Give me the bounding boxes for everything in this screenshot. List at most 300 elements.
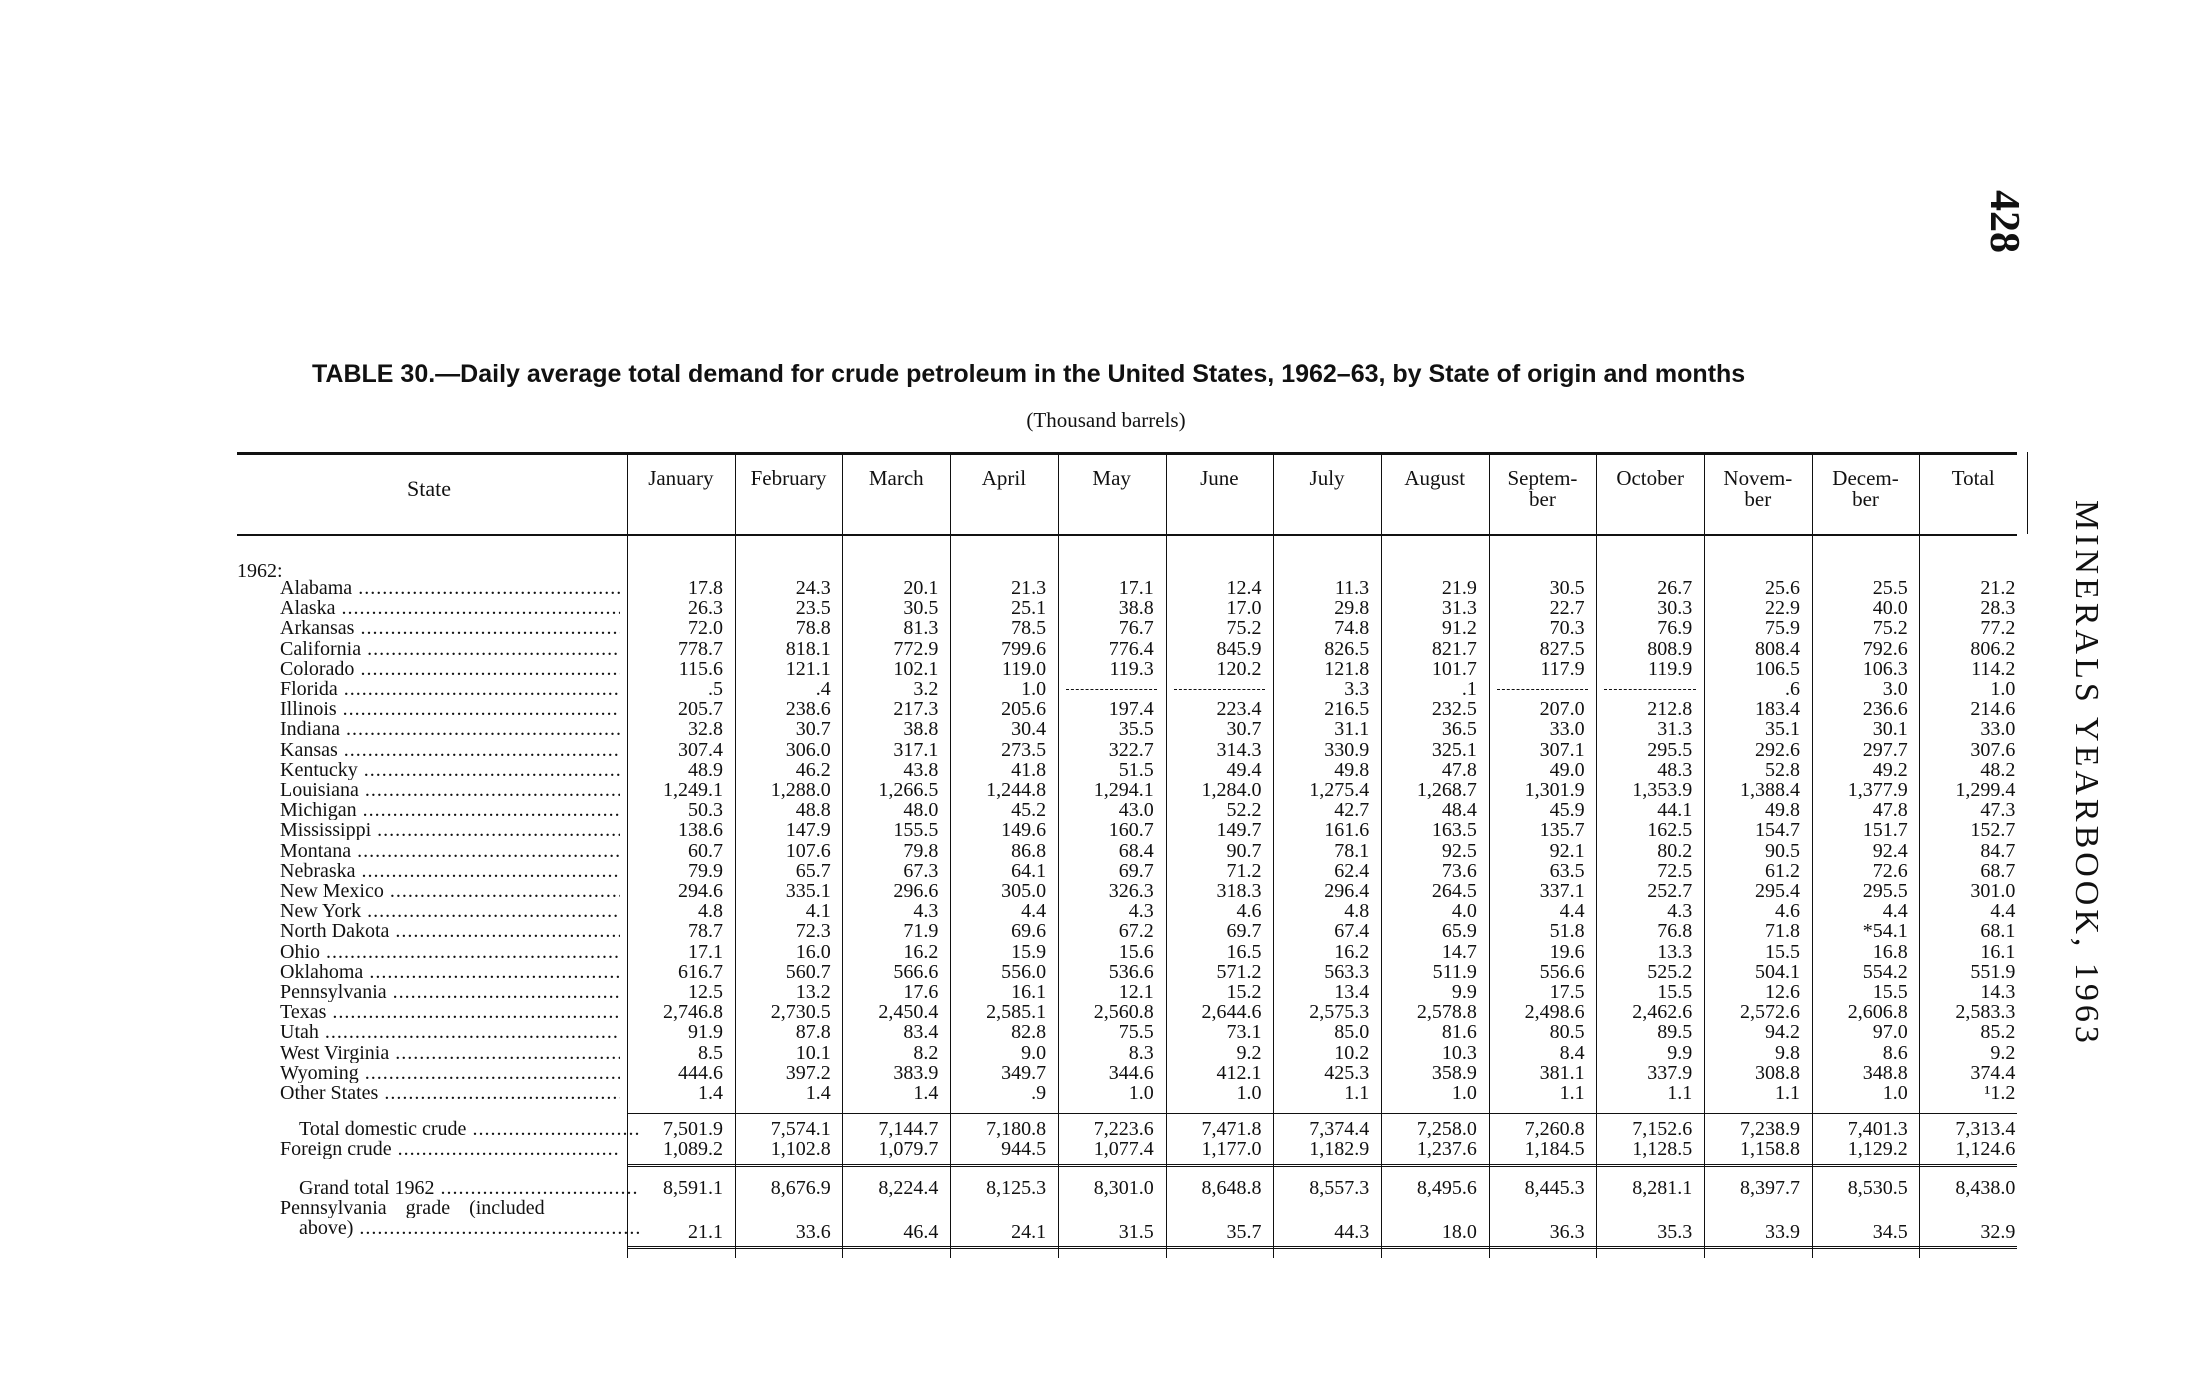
data-cell: 45.2 (1011, 799, 1047, 822)
data-cell: 80.5 (1549, 1021, 1585, 1044)
data-cell: 114.2 (1971, 657, 2016, 680)
data-cell: 63.5 (1549, 859, 1585, 882)
data-cell: 1,077.4 (1093, 1138, 1154, 1161)
data-cell: 67.4 (1334, 920, 1370, 943)
data-cell: 845.9 (1216, 637, 1262, 660)
data-cell: 44.1 (1657, 799, 1693, 822)
data-cell: 1,128.5 (1632, 1138, 1693, 1161)
data-cell: 92.4 (1872, 839, 1908, 862)
table-row (237, 800, 2017, 820)
column-header-line: Novem- (1723, 466, 1793, 490)
data-cell: 292.6 (1755, 738, 1800, 761)
data-cell: .6 (1785, 678, 1800, 700)
running-head: MINERALS YEARBOOK, 1963 (2068, 500, 2105, 1047)
data-cell: 799.6 (1001, 637, 1047, 660)
data-cell: 197.4 (1108, 698, 1154, 721)
table-row (237, 921, 2017, 941)
data-cell: 294.6 (678, 880, 723, 902)
data-cell: 84.7 (1980, 839, 2016, 862)
data-cell: 7,258.0 (1416, 1118, 1477, 1141)
data-cell: 307.1 (1539, 738, 1585, 761)
data-cell: 223.4 (1216, 698, 1262, 721)
data-cell: 778.7 (678, 637, 723, 660)
data-cell: 155.5 (893, 819, 939, 842)
data-cell: 232.5 (1431, 698, 1477, 721)
row-label: Michigan ..... (280, 800, 620, 820)
column-header (735, 468, 843, 489)
data-cell: 107.6 (785, 839, 831, 862)
data-cell: 16.1 (1980, 940, 2016, 963)
data-cell: 8,301.0 (1093, 1176, 1154, 1199)
data-cell: 1.1 (1344, 1082, 1370, 1104)
data-cell: 2,462.6 (1632, 1001, 1693, 1024)
data-cell: 318.3 (1216, 880, 1262, 902)
data-cell: 51.8 (1549, 920, 1585, 943)
data-cell: 8.4 (1559, 1041, 1585, 1064)
row-label: Wyoming ..... (280, 1063, 620, 1083)
data-cell: 7,223.6 (1093, 1118, 1154, 1141)
table-row (237, 841, 2017, 861)
data-cell: 65.7 (795, 859, 831, 882)
data-cell: 566.6 (893, 960, 939, 983)
data-cell: 33.0 (1980, 718, 2016, 741)
data-cell: 216.5 (1324, 698, 1370, 721)
data-cell: 24.3 (795, 577, 831, 599)
row-label: Arkansas ..... (280, 618, 620, 638)
data-cell: 560.7 (785, 960, 831, 983)
data-cell: 50.3 (688, 799, 723, 822)
data-cell: 16.2 (1334, 940, 1370, 963)
data-cell: 1,284.0 (1201, 779, 1262, 801)
data-cell: 4.4 (1990, 900, 2016, 923)
data-cell: 9.9 (1451, 981, 1477, 1003)
data-cell: 2,450.4 (878, 1001, 939, 1024)
row-label: Montana ..... (280, 841, 620, 861)
data-cell: 2,583.3 (1955, 1001, 2016, 1024)
data-cell: 25.5 (1872, 577, 1908, 599)
data-cell: 4.4 (1882, 900, 1908, 923)
data-cell: 273.5 (1001, 738, 1047, 761)
data-cell: 1,177.0 (1201, 1138, 1262, 1161)
data-cell: 525.2 (1647, 960, 1693, 983)
column-header (1596, 468, 1704, 489)
table-row (237, 1083, 2017, 1103)
data-cell: 74.8 (1334, 617, 1370, 640)
data-cell: 12.5 (688, 981, 723, 1003)
data-cell: 348.8 (1862, 1061, 1908, 1084)
data-cell: 46.2 (795, 758, 831, 781)
data-cell: 23.5 (795, 597, 831, 620)
data-cell: 83.4 (903, 1021, 939, 1044)
data-cell: 7,238.9 (1740, 1118, 1800, 1141)
data-cell: 17.6 (903, 981, 939, 1003)
data-cell: 72.3 (795, 920, 831, 943)
table-row (237, 740, 2017, 760)
data-cell: 7,574.1 (770, 1118, 831, 1141)
row-label: New York ..... (280, 901, 620, 921)
data-cell: 73.1 (1226, 1021, 1262, 1044)
column-header (1704, 468, 1812, 510)
data-cell: 86.8 (1011, 839, 1047, 862)
data-cell: 236.6 (1862, 698, 1908, 721)
data-cell: 91.2 (1441, 617, 1477, 640)
data-cell: 9.2 (1236, 1041, 1262, 1064)
data-cell: 32.8 (688, 718, 723, 741)
table-top-rule (237, 452, 2017, 455)
data-cell: 147.9 (785, 819, 831, 842)
data-cell: 4.1 (805, 900, 831, 923)
data-cell: 2,578.8 (1416, 1001, 1477, 1024)
data-cell: 306.0 (785, 738, 831, 761)
data-cell: 33.9 (1765, 1220, 1800, 1243)
row-label: Pennsylvania grade (included (280, 1197, 545, 1218)
data-cell: ¹1.2 (1984, 1082, 2016, 1104)
data-cell: 15.6 (1118, 940, 1154, 963)
data-cell: 15.9 (1011, 940, 1047, 963)
column-header-line: October (1616, 466, 1684, 490)
data-cell: 31.1 (1334, 718, 1370, 741)
data-cell: 92.1 (1549, 839, 1585, 862)
data-cell: 444.6 (678, 1061, 723, 1084)
data-cell: 295.5 (1862, 880, 1908, 902)
data-cell: 1,158.8 (1740, 1138, 1800, 1161)
data-cell: 17.8 (688, 577, 723, 599)
row-label: Grand total 1962 ..... (299, 1178, 639, 1198)
data-cell: 381.1 (1539, 1061, 1585, 1084)
data-cell: 121.1 (785, 657, 831, 680)
year-label: 1962: (237, 560, 283, 582)
data-cell: 18.0 (1441, 1220, 1477, 1243)
data-cell: 152.7 (1970, 819, 2016, 842)
data-cell: 217.3 (893, 698, 939, 721)
data-cell: 4.6 (1775, 900, 1800, 923)
data-cell: 30.3 (1657, 597, 1693, 620)
data-cell: 49.8 (1334, 758, 1370, 781)
data-cell: 90.7 (1226, 839, 1262, 862)
data-cell: 383.9 (893, 1061, 939, 1084)
row-label: Pennsylvania ..... (280, 982, 620, 1002)
data-cell: 8.6 (1882, 1041, 1908, 1064)
table-row (237, 578, 2017, 598)
column-header-line: Total (1951, 466, 1995, 490)
data-cell: 119.9 (1648, 657, 1693, 680)
data-cell: 117.9 (1540, 657, 1585, 680)
data-cell: 106.5 (1755, 657, 1800, 680)
data-cell: 827.5 (1539, 637, 1585, 660)
column-header (842, 468, 950, 489)
data-cell: 72.5 (1657, 859, 1693, 882)
data-cell: 772.9 (893, 637, 939, 660)
data-cell: 1.1 (1559, 1082, 1585, 1104)
data-cell: 75.9 (1765, 617, 1800, 640)
data-cell: 264.5 (1431, 880, 1477, 902)
data-cell: 14.7 (1441, 940, 1477, 963)
data-cell: 32.9 (1980, 1220, 2016, 1243)
data-cell: 16.1 (1011, 981, 1047, 1003)
data-cell: 69.7 (1118, 859, 1154, 882)
data-cell: 551.9 (1970, 960, 2016, 983)
data-cell: 1.4 (805, 1082, 831, 1104)
column-header-line: ber (1744, 487, 1772, 511)
data-cell: 1.4 (913, 1082, 939, 1104)
column-header (1381, 468, 1489, 489)
data-cell: 30.5 (1549, 577, 1585, 599)
data-cell: 21.9 (1441, 577, 1477, 599)
row-label: Louisiana ..... (280, 780, 620, 800)
data-cell: 10.3 (1441, 1041, 1477, 1064)
data-cell: 1.0 (1451, 1082, 1477, 1104)
data-cell: 4.4 (1021, 900, 1047, 923)
data-cell: 4.8 (698, 900, 723, 923)
data-cell: 76.8 (1657, 920, 1693, 943)
data-cell: 9.0 (1021, 1041, 1047, 1064)
data-cell: 7,144.7 (878, 1118, 939, 1141)
data-cell: 325.1 (1431, 738, 1477, 761)
data-cell: 48.8 (795, 799, 831, 822)
data-cell: 30.4 (1011, 718, 1047, 741)
data-cell: 45.9 (1549, 799, 1585, 822)
data-cell: 119.3 (1109, 657, 1154, 680)
data-cell: 17.1 (1118, 577, 1154, 599)
data-cell: 808.4 (1755, 637, 1800, 660)
data-cell: 1,184.5 (1524, 1138, 1585, 1161)
column-rule (2027, 452, 2028, 534)
data-cell: 2,746.8 (663, 1001, 723, 1024)
data-cell: 70.3 (1549, 617, 1585, 640)
data-cell: 101.7 (1431, 657, 1477, 680)
data-cell: 776.4 (1108, 637, 1154, 660)
data-cell: 12.6 (1765, 981, 1800, 1003)
data-cell: 24.1 (1011, 1220, 1047, 1243)
data-cell: 16.8 (1872, 940, 1908, 963)
data-cell: 16.0 (795, 940, 831, 963)
data-cell: 38.8 (903, 718, 939, 741)
column-header-line: June (1200, 466, 1239, 490)
data-cell: 73.6 (1441, 859, 1477, 882)
data-cell: 15.2 (1226, 981, 1262, 1003)
data-cell: 106.3 (1862, 657, 1908, 680)
data-cell: 214.6 (1970, 698, 2016, 721)
data-cell: 2,585.1 (986, 1001, 1047, 1024)
data-cell: 161.6 (1324, 819, 1370, 842)
data-cell: 7,180.8 (986, 1118, 1047, 1141)
column-header (950, 468, 1058, 489)
data-cell: 1,237.6 (1416, 1138, 1477, 1161)
data-cell: 67.3 (903, 859, 939, 882)
data-cell: 7,374.4 (1309, 1118, 1370, 1141)
data-cell: 554.2 (1862, 960, 1908, 983)
data-cell: 8,495.6 (1416, 1176, 1477, 1199)
data-cell: 28.3 (1980, 597, 2016, 620)
data-cell: 91.9 (688, 1021, 723, 1044)
data-cell: 308.8 (1755, 1061, 1800, 1084)
data-cell: 46.4 (903, 1220, 939, 1243)
column-header-line: ber (1529, 487, 1556, 511)
data-cell: 944.5 (1001, 1138, 1047, 1161)
data-cell: 47.8 (1872, 799, 1908, 822)
data-cell: 49.8 (1765, 799, 1800, 822)
data-cell: 29.8 (1334, 597, 1370, 620)
data-cell: 1.1 (1667, 1082, 1693, 1104)
data-cell: 85.2 (1980, 1021, 2016, 1044)
row-label: California ..... (280, 639, 620, 659)
data-cell: 7,471.8 (1201, 1118, 1262, 1141)
row-label: Other States ..... (280, 1083, 620, 1103)
data-cell: 8,397.7 (1740, 1176, 1800, 1199)
data-cell: 1,301.9 (1524, 779, 1585, 801)
row-label: Indiana ..... (280, 719, 620, 739)
table-row (237, 618, 2017, 638)
data-cell: 61.2 (1765, 859, 1800, 882)
data-cell: 79.9 (688, 859, 723, 882)
data-cell: 17.5 (1549, 981, 1585, 1003)
data-cell: 135.7 (1539, 819, 1585, 842)
data-cell: 75.2 (1226, 617, 1262, 640)
data-cell: 322.7 (1108, 738, 1154, 761)
data-cell: 8,530.5 (1847, 1176, 1908, 1199)
table-row (237, 780, 2017, 800)
data-cell: 296.6 (893, 880, 939, 902)
data-cell: 12.4 (1226, 577, 1262, 599)
data-cell: 68.4 (1118, 839, 1154, 862)
data-cell: 826.5 (1324, 637, 1370, 660)
data-cell: 35.3 (1657, 1220, 1693, 1243)
data-cell: 1,079.7 (878, 1138, 939, 1161)
data-cell: 1,294.1 (1093, 779, 1154, 801)
dashes-placeholder (1066, 689, 1158, 690)
column-header-line: May (1092, 466, 1131, 490)
data-cell: 33.0 (1549, 718, 1585, 741)
data-cell: 13.2 (795, 981, 831, 1003)
data-cell: 87.8 (795, 1021, 831, 1044)
table-row (237, 1119, 2017, 1139)
column-header-line: Septem- (1507, 466, 1578, 490)
data-cell: 38.8 (1118, 597, 1154, 620)
data-cell: 556.6 (1539, 960, 1585, 983)
data-cell: 36.3 (1549, 1220, 1585, 1243)
data-cell: 25.6 (1765, 577, 1800, 599)
data-cell: 314.3 (1216, 738, 1262, 761)
data-cell: 49.2 (1872, 758, 1908, 781)
data-cell: 13.3 (1657, 940, 1693, 963)
row-label: Ohio ..... (280, 942, 620, 962)
table-title: TABLE 30.—Daily average total demand for crude petroleum in the United States, 1962–63, by State of origin and months (312, 360, 1746, 388)
table-row (237, 1139, 2017, 1159)
data-cell: 1,089.2 (663, 1138, 723, 1161)
data-cell: 238.6 (785, 698, 831, 721)
data-cell: 121.8 (1324, 657, 1370, 680)
data-cell: 616.7 (678, 960, 723, 983)
data-cell: 4.3 (913, 900, 939, 923)
table-row (237, 942, 2017, 962)
data-cell: 31.3 (1441, 597, 1477, 620)
data-cell: 72.6 (1872, 859, 1908, 882)
data-cell: 17.1 (688, 940, 723, 963)
data-cell: 65.9 (1441, 920, 1477, 943)
table-row (237, 639, 2017, 659)
data-cell: 1,244.8 (986, 779, 1047, 801)
data-cell: 15.5 (1765, 940, 1800, 963)
data-cell: 43.8 (903, 758, 939, 781)
data-cell: 8,648.8 (1201, 1176, 1262, 1199)
data-cell: 48.3 (1657, 758, 1693, 781)
column-header (1489, 468, 1597, 510)
data-cell: 149.7 (1216, 819, 1262, 842)
data-cell: 3.2 (913, 678, 939, 700)
data-cell: 808.9 (1647, 637, 1693, 660)
data-cell: 4.6 (1236, 900, 1262, 923)
data-cell: 43.0 (1118, 799, 1154, 822)
column-header (1812, 468, 1920, 510)
data-cell: 16.5 (1226, 940, 1262, 963)
data-cell: 412.1 (1216, 1061, 1262, 1084)
data-cell: 77.2 (1980, 617, 2016, 640)
data-cell: 8.3 (1128, 1041, 1154, 1064)
data-cell: 295.4 (1755, 880, 1800, 902)
data-cell: 2,730.5 (770, 1001, 831, 1024)
data-cell: 75.5 (1118, 1021, 1154, 1044)
data-cell: 212.8 (1647, 698, 1693, 721)
data-cell: 296.4 (1324, 880, 1370, 902)
table-row (237, 760, 2017, 780)
data-cell: 92.5 (1441, 839, 1477, 862)
data-cell: 97.0 (1872, 1021, 1908, 1044)
table-row (237, 881, 2017, 901)
column-header (1058, 468, 1166, 489)
data-cell: 31.3 (1657, 718, 1693, 741)
column-header-line: January (648, 466, 714, 490)
data-cell: 22.9 (1765, 597, 1800, 620)
table-row (237, 901, 2017, 921)
data-cell: 1.0 (1128, 1082, 1154, 1104)
data-cell: 154.7 (1755, 819, 1800, 842)
data-cell: 49.4 (1226, 758, 1262, 781)
row-label: Foreign crude ..... (280, 1139, 620, 1159)
row-label: West Virginia ..... (280, 1043, 620, 1063)
data-cell: 30.7 (1226, 718, 1262, 741)
data-cell: 26.7 (1657, 577, 1693, 599)
table-row (237, 598, 2017, 618)
data-cell: 68.7 (1980, 859, 2016, 882)
data-cell: 4.8 (1344, 900, 1370, 923)
data-cell: 504.1 (1755, 960, 1800, 983)
data-cell: .5 (708, 678, 723, 700)
table-row (237, 719, 2017, 739)
table-row (237, 1022, 2017, 1042)
row-label: Texas ..... (280, 1002, 620, 1022)
data-cell: 326.3 (1108, 880, 1154, 902)
column-header (1166, 468, 1274, 489)
data-cell: 22.7 (1549, 597, 1585, 620)
data-cell: 42.7 (1334, 799, 1370, 822)
data-cell: 21.3 (1011, 577, 1047, 599)
data-cell: 69.6 (1011, 920, 1047, 943)
data-cell: 151.7 (1862, 819, 1908, 842)
data-cell: 205.7 (678, 698, 723, 721)
data-cell: 2,575.3 (1309, 1001, 1370, 1024)
data-cell: 792.6 (1862, 637, 1908, 660)
row-label: Total domestic crude ..... (299, 1119, 639, 1139)
data-cell: 818.1 (785, 637, 831, 660)
row-label: Illinois ..... (280, 699, 620, 719)
table-row (237, 679, 2017, 699)
data-cell: 14.3 (1980, 981, 2016, 1003)
data-cell: 89.5 (1657, 1021, 1693, 1044)
data-cell: 344.6 (1108, 1061, 1154, 1084)
data-cell: 13.4 (1334, 981, 1370, 1003)
row-label: Alabama ..... (280, 578, 620, 598)
table-subtitle: (Thousand barrels) (1026, 408, 1186, 432)
